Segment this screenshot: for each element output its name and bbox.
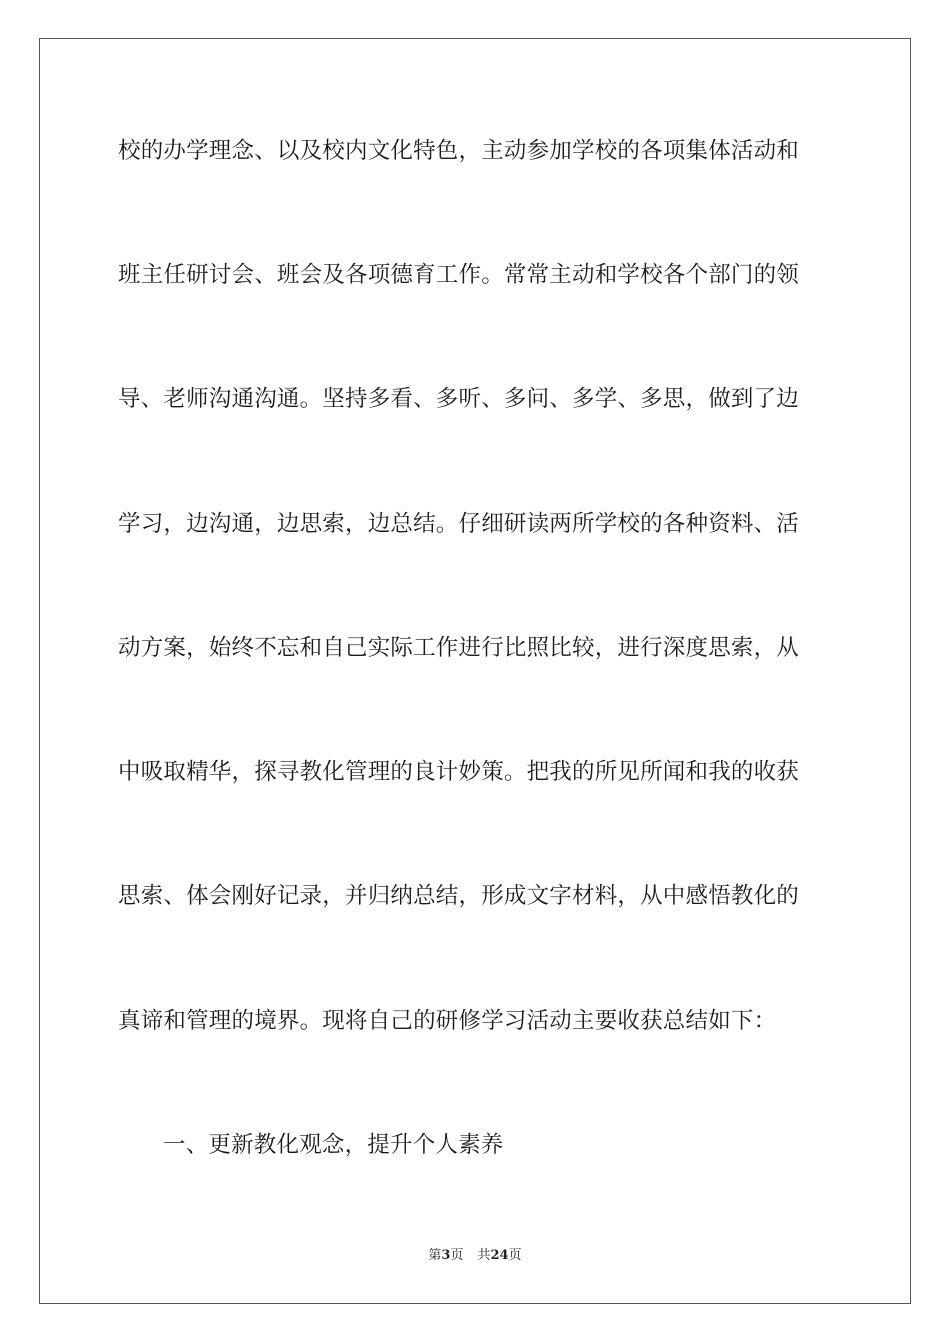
page-suffix: 页	[450, 1248, 464, 1263]
body-text-line: 学习，边沟通，边思索，边总结。仔细研读两所学校的各种资料、活	[118, 511, 800, 537]
section-heading: 一、更新教化观念，提升个人素养	[163, 1132, 504, 1158]
page-prefix: 第	[428, 1248, 442, 1263]
total-prefix: 共	[477, 1248, 491, 1263]
page-number: 3	[441, 1248, 451, 1263]
total-pages: 24	[490, 1248, 509, 1263]
body-text-line: 班主任研讨会、班会及各项德育工作。常常主动和学校各个部门的领	[118, 262, 800, 288]
page-border	[39, 38, 911, 1304]
body-text-line: 动方案，始终不忘和自己实际工作进行比照比较，进行深度思索，从	[118, 635, 800, 661]
body-text-line: 思索、体会刚好记录，并归纳总结，形成文字材料，从中感悟教化的	[118, 883, 800, 909]
body-text-line: 真谛和管理的境界。现将自己的研修学习活动主要收获总结如下：	[118, 1008, 777, 1034]
page-footer	[0, 1247, 950, 1265]
body-text-line: 导、老师沟通沟通。坚持多看、多听、多问、多学、多思，做到了边	[118, 386, 800, 412]
total-suffix: 页	[508, 1248, 522, 1263]
body-text-line: 中吸取精华，探寻教化管理的良计妙策。把我的所见所闻和我的收获	[118, 759, 800, 785]
body-text-line: 校的办学理念、以及校内文化特色，主动参加学校的各项集体活动和	[118, 138, 800, 164]
